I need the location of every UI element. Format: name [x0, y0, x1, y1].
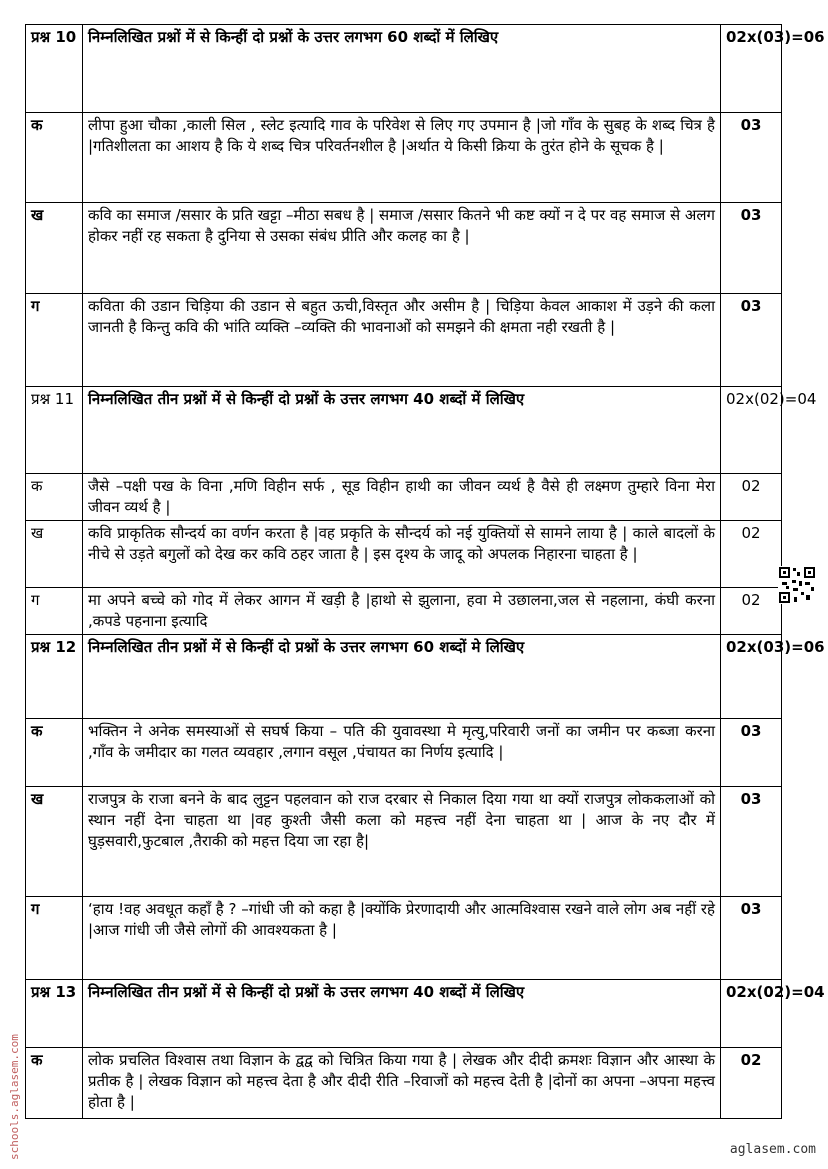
- answer-row: [26, 787, 782, 897]
- answer-text: कवि का समाज /ससार के प्रति खट्टा –मीठा सबध है | समाज /ससार कितने भी कष्ट क्यों न दे पर वह समाज से अलग होकर नहीं रह सकता है दुनिया से उसका संबंध प्रीति और कलह का है |: [83, 203, 721, 294]
- side-watermark: [8, 1000, 22, 1160]
- question-instruction: निम्नलिखित तीन प्रश्नों में से किन्हीं दो प्रश्नों के उत्तर लगभग 60 शब्दों मे लिखिए: [83, 635, 721, 719]
- question-number: प्रश्न 13: [26, 980, 83, 1048]
- answer-text: ‘हाय !वह अवधूत कहाँ है ? –गांधी जी को कहा है |क्योंकि प्रेरणादायी और आत्मविश्वास रखने वाले लोग अब नहीं रहे |आज गांधी जी जैसे लोगों की आवश्यकता है |: [83, 897, 721, 980]
- answer-text: जैसे –पक्षी पख के विना ,मणि विहीन सर्फ , सूड विहीन हाथी का जीवन व्यर्थ है वैसे ही लक्ष्मण तुम्हारे विना मेरा जीवन व्यर्थ है |: [83, 474, 721, 521]
- answer-row: [26, 588, 782, 635]
- question-number: प्रश्न 11: [26, 387, 83, 474]
- question-number: ख: [26, 521, 83, 588]
- answer-row: [26, 113, 782, 203]
- question-number: ग: [26, 897, 83, 980]
- question-number: क: [26, 474, 83, 521]
- question-number: ग: [26, 588, 83, 635]
- question-number: ख: [26, 203, 83, 294]
- question-header-row: [26, 25, 782, 113]
- footer-brand: aglasem.com: [729, 1142, 816, 1157]
- question-number: ग: [26, 294, 83, 387]
- answer-text: लोक प्रचलित विश्वास तथा विज्ञान के द्वद्व को चित्रित किया गया है | लेखक और दीदी क्रमशः विज्ञान और आस्था के प्रतीक है | लेखक विज्ञान को महत्त्व देता है और दीदी रीति –रिवाजों को महत्त्व देती है |दोनों का अपना –अपना महत्त्व होता है |: [83, 1048, 721, 1119]
- marks-cell: 03: [721, 113, 782, 203]
- answer-text: भक्तिन ने अनेक समस्याओं से सघर्ष किया – पति की युवावस्था मे मृत्यु,परिवारी जनों का जमीन पर कब्जा करना ,गाँव के जमीदार का गलत व्यवहार ,लगान वसूल ,पंचायत का निर्णय इत्यादि |: [83, 719, 721, 787]
- marks-cell: 02: [721, 474, 782, 521]
- question-header-row: [26, 387, 782, 474]
- answer-row: [26, 719, 782, 787]
- question-header-row: [26, 980, 782, 1048]
- marks-cell: 03: [721, 897, 782, 980]
- marks-cell: 02x(02)=04: [721, 980, 782, 1048]
- question-number: क: [26, 113, 83, 203]
- marks-cell: 03: [721, 787, 782, 897]
- answer-row: [26, 474, 782, 521]
- answer-text: मा अपने बच्चे को गोद में लेकर आगन में खड़ी है |हाथो से झुलाना, हवा मे उछालना,जल से नहलाना, कंघी करना ,कपडे पहनाना इत्यादि: [83, 588, 721, 635]
- marks-cell: 02x(02)=04: [721, 387, 782, 474]
- question-instruction: निम्नलिखित तीन प्रश्नों में से किन्हीं दो प्रश्नों के उत्तर लगभग 40 शब्दों में लिखिए: [83, 387, 721, 474]
- answer-text: कविता की उडान चिड़िया की उडान से बहुत ऊची,विस्तृत और असीम है | चिड़िया केवल आकाश में उड़ने की कला जानती है किन्तु कवि की भांति व्यक्ति –व्यक्ति की भावनाओं को समझने की क्षमता नही रखती है |: [83, 294, 721, 387]
- marking-scheme-table: [25, 24, 825, 1119]
- question-number: क: [26, 1048, 83, 1119]
- answer-row: [26, 897, 782, 980]
- marks-cell: 02x(03)=06: [721, 25, 782, 113]
- answer-row: [26, 203, 782, 294]
- marks-cell: 03: [721, 719, 782, 787]
- question-number: ख: [26, 787, 83, 897]
- question-number: प्रश्न 10: [26, 25, 83, 113]
- answer-row: [26, 1048, 782, 1119]
- marks-cell: 03: [721, 203, 782, 294]
- marks-cell: 02: [721, 588, 782, 635]
- side-watermark-text: schools.aglasem.com: [8, 1034, 21, 1160]
- answer-row: [26, 294, 782, 387]
- question-number: प्रश्न 12: [26, 635, 83, 719]
- answer-text: राजपुत्र के राजा बनने के बाद लुट्टन पहलवान को राज दरबार से निकाल दिया गया था क्यों राजपुत्र लोककलाओं को स्थान नहीं देना चाहता था |वह कुश्ती जैसी कला को महत्त्व नहीं देना चाहता था | आज के नए दौर में घुड़सवारी,फुटबाल ,तैराकी को महत्त दिया जा रहा है|: [83, 787, 721, 897]
- question-instruction: निम्नलिखित तीन प्रश्नों में से किन्हीं दो प्रश्नों के उत्तर लगभग 40 शब्दों में लिखिए: [83, 980, 721, 1048]
- marks-cell: 02x(03)=06: [721, 635, 782, 719]
- marks-cell: 02: [721, 521, 782, 588]
- qr-code-icon: [778, 566, 816, 604]
- marks-cell: 02: [721, 1048, 782, 1119]
- question-header-row: [26, 635, 782, 719]
- question-instruction: निम्नलिखित प्रश्नों में से किन्हीं दो प्रश्नों के उत्तर लगभग 60 शब्दों में लिखिए: [83, 25, 721, 113]
- answer-text: लीपा हुआ चौका ,काली सिल , स्लेट इत्यादि गाव के परिवेश से लिए गए उपमान है |जो गाँव के सुबह के शब्द चित्र है |गतिशीलता का आशय है कि ये शब्द चित्र परिवर्तनशील है |अर्थात ये किसी क्रिया के तुरंत होने के सूचक है |: [83, 113, 721, 203]
- marks-cell: 03: [721, 294, 782, 387]
- answer-row: [26, 521, 782, 588]
- answer-text: कवि प्राकृतिक सौन्दर्य का वर्णन करता है |वह प्रकृति के सौन्दर्य को नई युक्तियों से सामने लाया है | काले बादलों के नीचे से उड़ते बगुलों को देख कर कवि ठहर जाता है | इस दृश्य के जादू को अपलक निहारना चाहता है |: [83, 521, 721, 588]
- question-number: क: [26, 719, 83, 787]
